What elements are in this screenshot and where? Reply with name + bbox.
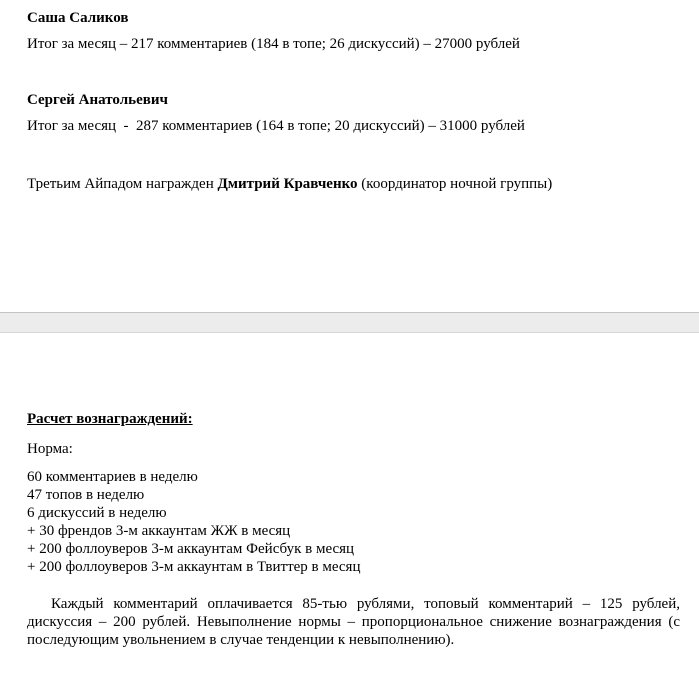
person-name-salikov: Саша Саликов [27,10,129,26]
award-prefix: Третьим Айпадом награжден [27,176,218,192]
norm-item: + 200 фоллоуверов 3-м аккаунтам Фейсбук в месяц [27,541,355,557]
award-line [27,175,552,193]
norm-item: + 200 фоллоуверов 3-м аккаунтам в Твиттер в месяц [27,559,361,575]
rewards-calculation-heading: Расчет вознаграждений: [27,411,193,427]
norm-item: 6 дискуссий в неделю [27,505,167,521]
norm-item: + 30 френдов 3-м аккаунтам ЖЖ в месяц [27,523,291,539]
person-summary-anatolievich: Итог за месяц - 287 комментариев (164 в топе; 20 дискуссий) – 31000 рублей [27,118,525,134]
norm-label: Норма: [27,441,73,457]
norm-item: 47 топов в неделю [27,487,145,503]
document-page-2 [0,333,699,688]
person-name-anatolievich: Сергей Анатольевич [27,92,168,108]
norm-item: 60 комментариев в неделю [27,469,198,485]
award-recipient-name: Дмитрий Кравченко [217,176,358,192]
document-page-1 [0,0,699,312]
person-summary-salikov: Итог за месяц – 217 комментариев (184 в топе; 26 дискуссий) – 27000 рублей [27,36,520,52]
page-break-separator [0,312,699,333]
award-suffix: (координатор ночной группы) [357,176,553,192]
payment-terms-paragraph: Каждый комментарий оплачивается 85-тью рублями, топовый комментарий – 125 рублей, дискуссия – 200 рублей. Невыполнение нормы – пропорциональное снижение вознаграждения (с последующим увольнением в случае тенденции к невыполнению). [27,596,680,648]
